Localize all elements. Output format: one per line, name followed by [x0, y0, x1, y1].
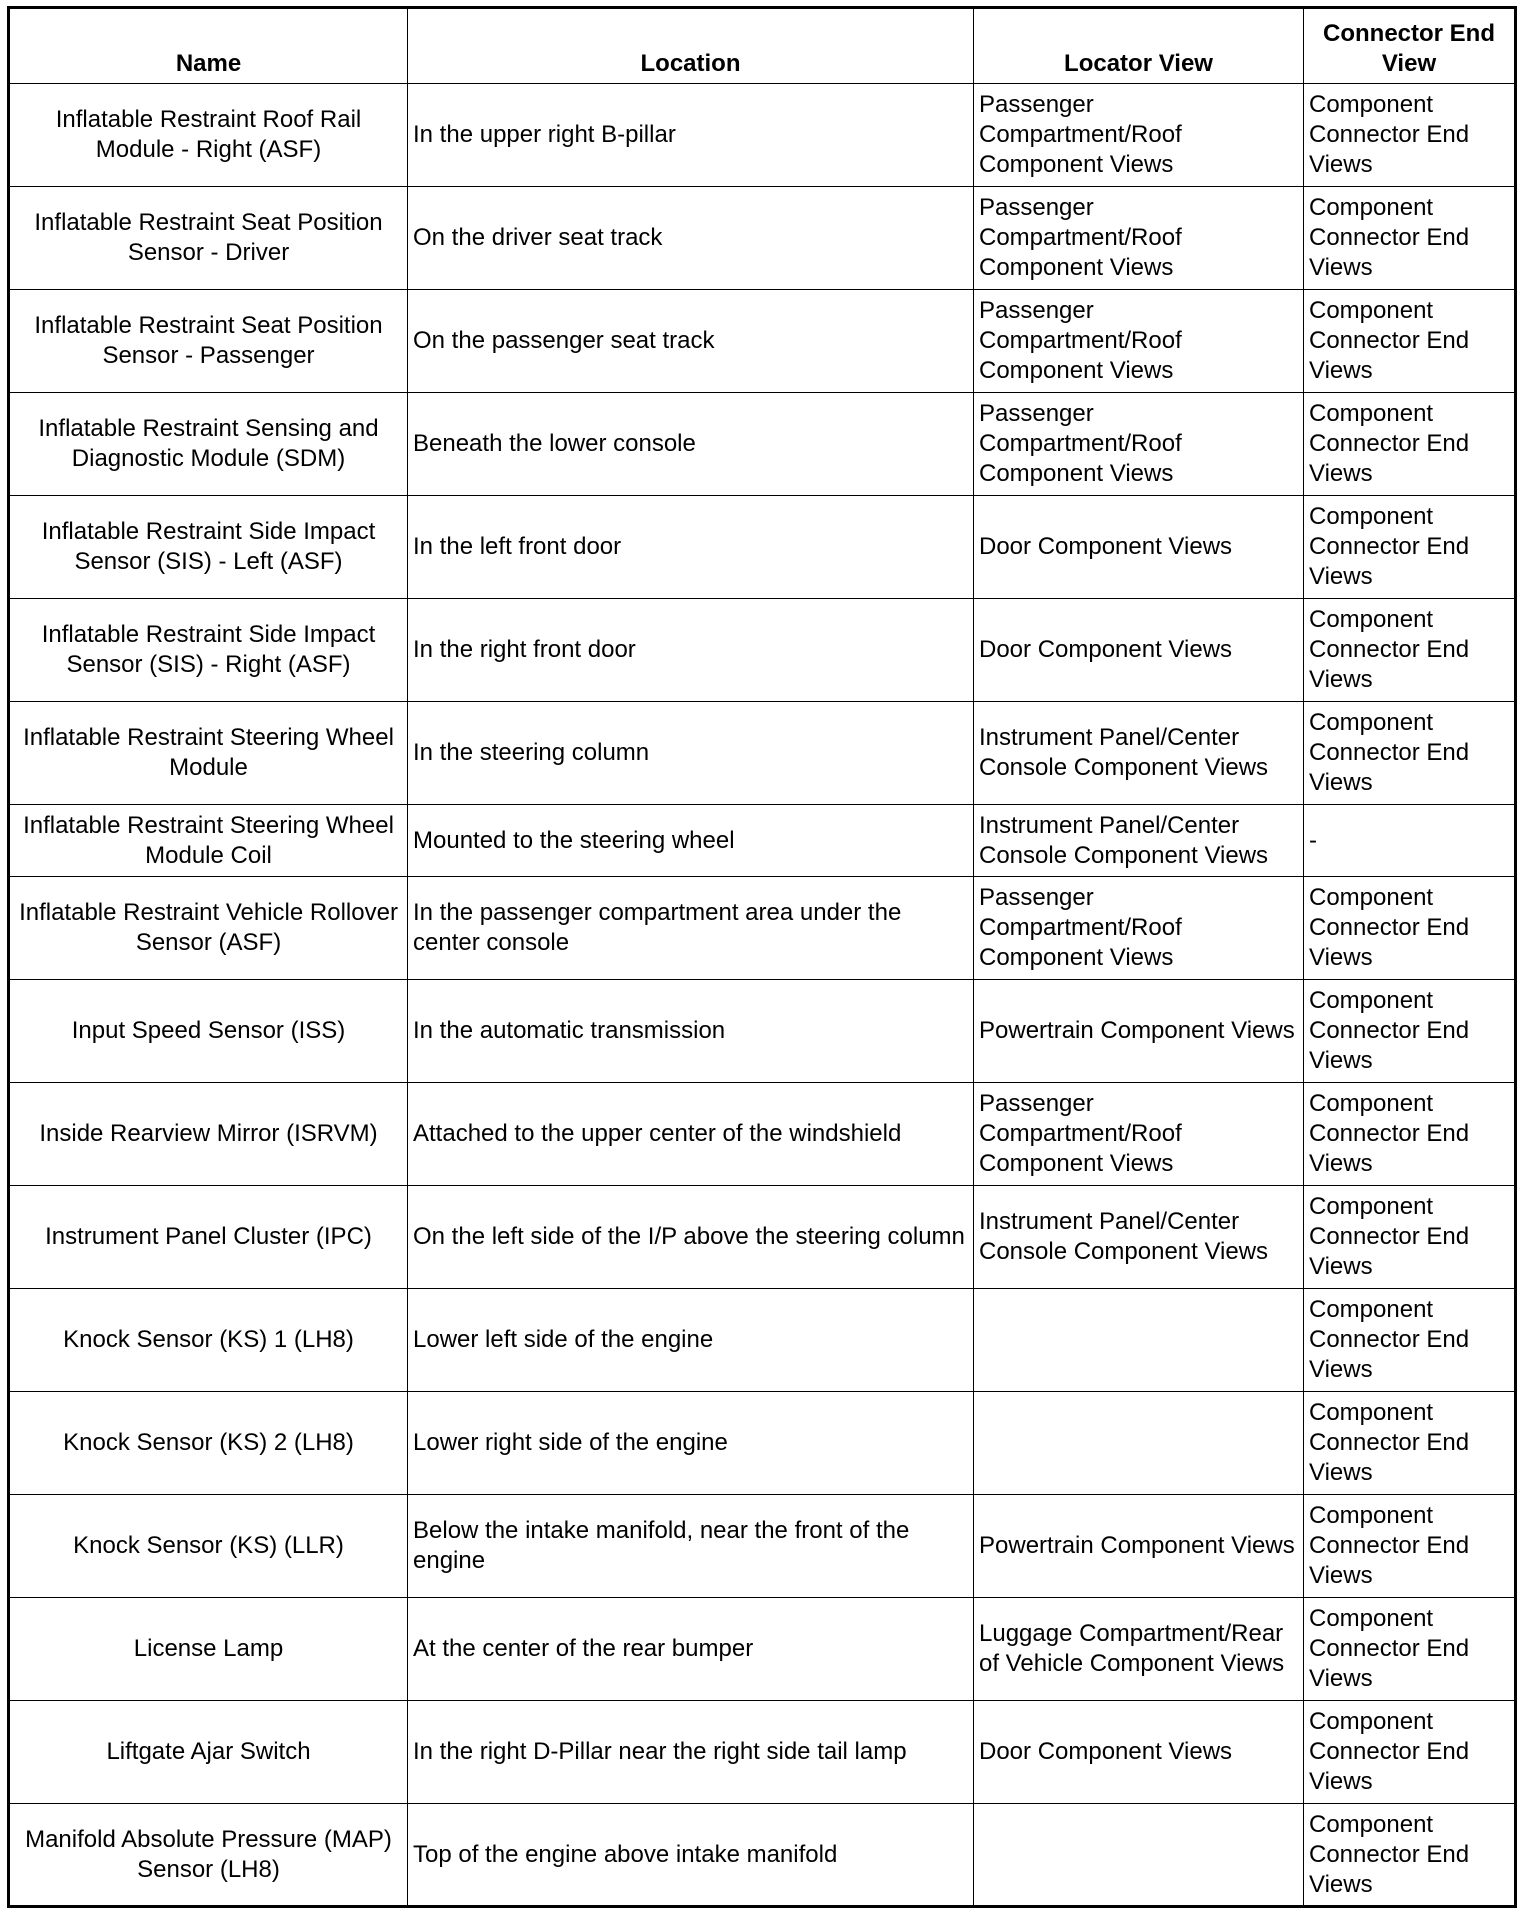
cell-name: Inside Rearview Mirror (ISRVM) — [9, 1083, 408, 1186]
table-row — [9, 980, 1516, 1083]
header-name: Name — [9, 8, 408, 84]
cell-name: Inflatable Restraint Seat Position Sensor - Driver — [9, 187, 408, 290]
cell-location: Mounted to the steering wheel — [408, 805, 974, 877]
table-row — [9, 290, 1516, 393]
cell-connector-end-view: Component Connector End Views — [1304, 1289, 1516, 1392]
table-row — [9, 1598, 1516, 1701]
cell-name: Inflatable Restraint Seat Position Sensor - Passenger — [9, 290, 408, 393]
cell-name: Inflatable Restraint Steering Wheel Module Coil — [9, 805, 408, 877]
cell-locator-view: Passenger Compartment/Roof Component Views — [974, 187, 1304, 290]
cell-connector-end-view: Component Connector End Views — [1304, 1495, 1516, 1598]
table-row — [9, 877, 1516, 980]
cell-connector-end-view: Component Connector End Views — [1304, 1392, 1516, 1495]
cell-name: Input Speed Sensor (ISS) — [9, 980, 408, 1083]
cell-connector-end-view: Component Connector End Views — [1304, 84, 1516, 187]
cell-name: Inflatable Restraint Vehicle Rollover Sensor (ASF) — [9, 877, 408, 980]
cell-location: On the left side of the I/P above the steering column — [408, 1186, 974, 1289]
cell-location: In the upper right B-pillar — [408, 84, 974, 187]
cell-connector-end-view: Component Connector End Views — [1304, 496, 1516, 599]
cell-connector-end-view: Component Connector End Views — [1304, 187, 1516, 290]
table-row — [9, 187, 1516, 290]
cell-locator-view: Passenger Compartment/Roof Component Views — [974, 1083, 1304, 1186]
cell-connector-end-view: Component Connector End Views — [1304, 877, 1516, 980]
cell-locator-view — [974, 1289, 1304, 1392]
table-row — [9, 1804, 1516, 1907]
table-row — [9, 496, 1516, 599]
cell-name: Knock Sensor (KS) 1 (LH8) — [9, 1289, 408, 1392]
cell-locator-view: Passenger Compartment/Roof Component Views — [974, 84, 1304, 187]
cell-location: Lower left side of the engine — [408, 1289, 974, 1392]
header-row — [9, 8, 1516, 84]
cell-connector-end-view: Component Connector End Views — [1304, 702, 1516, 805]
table-row — [9, 1392, 1516, 1495]
cell-connector-end-view: - — [1304, 805, 1516, 877]
table-row — [9, 702, 1516, 805]
cell-locator-view: Luggage Compartment/Rear of Vehicle Component Views — [974, 1598, 1304, 1701]
cell-location: In the left front door — [408, 496, 974, 599]
cell-name: Instrument Panel Cluster (IPC) — [9, 1186, 408, 1289]
cell-name: License Lamp — [9, 1598, 408, 1701]
cell-location: On the driver seat track — [408, 187, 974, 290]
cell-connector-end-view: Component Connector End Views — [1304, 1804, 1516, 1907]
cell-name: Knock Sensor (KS) (LLR) — [9, 1495, 408, 1598]
cell-location: At the center of the rear bumper — [408, 1598, 974, 1701]
cell-locator-view — [974, 1392, 1304, 1495]
cell-location: Beneath the lower console — [408, 393, 974, 496]
cell-locator-view: Powertrain Component Views — [974, 980, 1304, 1083]
cell-locator-view — [974, 1804, 1304, 1907]
table-row — [9, 1495, 1516, 1598]
cell-location: In the steering column — [408, 702, 974, 805]
cell-locator-view: Instrument Panel/Center Console Component Views — [974, 1186, 1304, 1289]
cell-name: Inflatable Restraint Side Impact Sensor (SIS) - Right (ASF) — [9, 599, 408, 702]
cell-locator-view: Passenger Compartment/Roof Component Views — [974, 290, 1304, 393]
cell-location: In the right front door — [408, 599, 974, 702]
cell-locator-view: Door Component Views — [974, 599, 1304, 702]
cell-name: Inflatable Restraint Steering Wheel Module — [9, 702, 408, 805]
cell-location: In the right D-Pillar near the right side tail lamp — [408, 1701, 974, 1804]
cell-connector-end-view: Component Connector End Views — [1304, 393, 1516, 496]
component-locator-table — [7, 6, 1517, 1908]
table-row — [9, 1289, 1516, 1392]
cell-locator-view: Passenger Compartment/Roof Component Views — [974, 393, 1304, 496]
cell-name: Inflatable Restraint Sensing and Diagnostic Module (SDM) — [9, 393, 408, 496]
cell-locator-view: Door Component Views — [974, 1701, 1304, 1804]
cell-location: On the passenger seat track — [408, 290, 974, 393]
cell-locator-view: Instrument Panel/Center Console Component Views — [974, 805, 1304, 877]
cell-name: Liftgate Ajar Switch — [9, 1701, 408, 1804]
cell-connector-end-view: Component Connector End Views — [1304, 1598, 1516, 1701]
cell-name: Knock Sensor (KS) 2 (LH8) — [9, 1392, 408, 1495]
cell-location: Attached to the upper center of the windshield — [408, 1083, 974, 1186]
cell-location: Below the intake manifold, near the front of the engine — [408, 1495, 974, 1598]
table-row — [9, 805, 1516, 877]
cell-locator-view: Passenger Compartment/Roof Component Views — [974, 877, 1304, 980]
cell-name: Inflatable Restraint Side Impact Sensor (SIS) - Left (ASF) — [9, 496, 408, 599]
cell-name: Inflatable Restraint Roof Rail Module - Right (ASF) — [9, 84, 408, 187]
cell-location: Lower right side of the engine — [408, 1392, 974, 1495]
cell-connector-end-view: Component Connector End Views — [1304, 1186, 1516, 1289]
cell-connector-end-view: Component Connector End Views — [1304, 290, 1516, 393]
cell-locator-view: Powertrain Component Views — [974, 1495, 1304, 1598]
cell-location: Top of the engine above intake manifold — [408, 1804, 974, 1907]
cell-connector-end-view: Component Connector End Views — [1304, 980, 1516, 1083]
cell-location: In the automatic transmission — [408, 980, 974, 1083]
cell-connector-end-view: Component Connector End Views — [1304, 599, 1516, 702]
table-row — [9, 1083, 1516, 1186]
table-row — [9, 393, 1516, 496]
cell-locator-view: Door Component Views — [974, 496, 1304, 599]
table-row — [9, 1186, 1516, 1289]
cell-location: In the passenger compartment area under the center console — [408, 877, 974, 980]
cell-locator-view: Instrument Panel/Center Console Component Views — [974, 702, 1304, 805]
header-location: Location — [408, 8, 974, 84]
table-row — [9, 599, 1516, 702]
cell-name: Manifold Absolute Pressure (MAP) Sensor (LH8) — [9, 1804, 408, 1907]
cell-connector-end-view: Component Connector End Views — [1304, 1701, 1516, 1804]
cell-connector-end-view: Component Connector End Views — [1304, 1083, 1516, 1186]
header-locator-view: Locator View — [974, 8, 1304, 84]
table-row — [9, 1701, 1516, 1804]
table-row — [9, 84, 1516, 187]
header-connector-end-view: Connector End View — [1304, 8, 1516, 84]
